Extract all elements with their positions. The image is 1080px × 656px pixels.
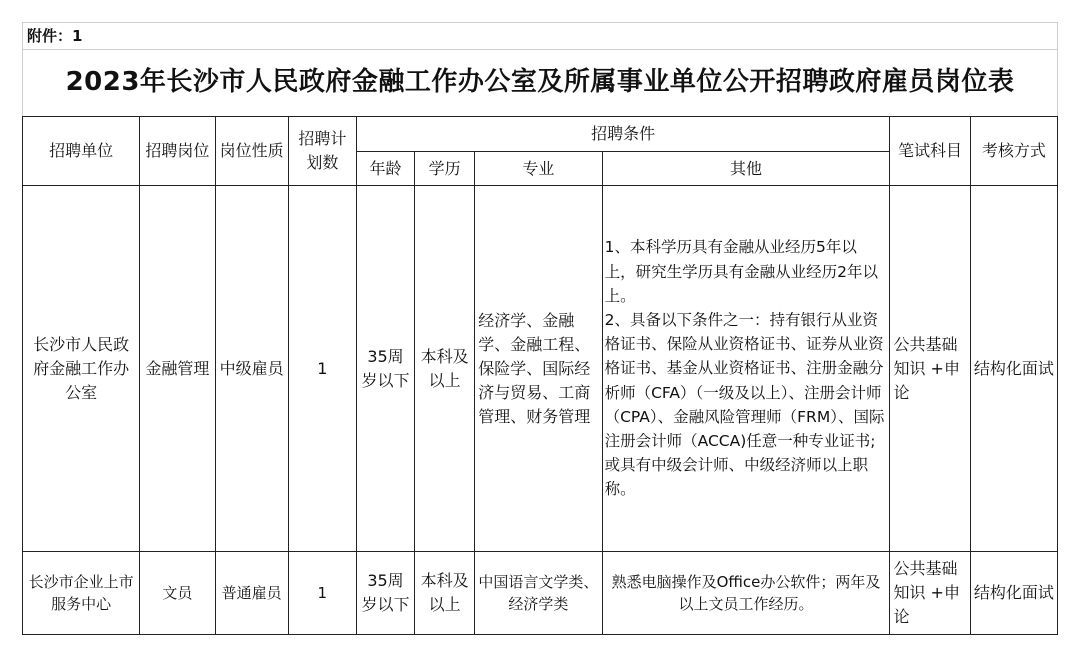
- cell-unit: 长沙市人民政府金融工作办公室: [23, 186, 140, 552]
- cell-education: 本科及以上: [415, 552, 475, 635]
- cell-age: 35周岁以下: [356, 552, 414, 635]
- header-age: 年龄: [356, 152, 414, 186]
- document-sheet: [22, 22, 1058, 635]
- attachment-label: 附件：1: [22, 22, 1058, 49]
- cell-assessment: 结构化面试: [970, 186, 1057, 552]
- cell-major: 中国语言文学类、经济学类: [475, 552, 602, 635]
- header-assessment: 考核方式: [970, 117, 1057, 186]
- table-row: [23, 186, 1058, 552]
- cell-assessment: 结构化面试: [970, 552, 1057, 635]
- header-education: 学历: [415, 152, 475, 186]
- header-post: 招聘岗位: [140, 117, 215, 186]
- cell-major: 经济学、金融学、金融工程、保险学、国际经济与贸易、工商管理、财务管理: [475, 186, 602, 552]
- cell-age: 35周岁以下: [356, 186, 414, 552]
- cell-other: 1、本科学历具有金融从业经历5年以上，研究生学历具有金融从业经历2年以上。 2、具备以下条件之一：持有银行从业资格证书、保险从业资格证书、证券从业资格证书、基金从业资格证书、注册金融分析师（CFA）（一级及以上）、注册会计师（CPA）、金融风险管理师（FRM）、国际注册会计师（ACCA)任意一种专业证书;或具有中级会计师、中级经济师以上职称。: [602, 186, 890, 552]
- header-plan: 招聘计划数: [288, 117, 356, 186]
- cell-exam: 公共基础知识 +申论: [890, 552, 970, 635]
- recruitment-table: [22, 116, 1058, 635]
- cell-nature: 中级雇员: [215, 186, 288, 552]
- table-row: [23, 552, 1058, 635]
- cell-education: 本科及以上: [415, 186, 475, 552]
- header-conditions: 招聘条件: [356, 117, 890, 152]
- header-major: 专业: [475, 152, 602, 186]
- cell-post: 文员: [140, 552, 215, 635]
- cell-unit: 长沙市企业上市服务中心: [23, 552, 140, 635]
- cell-exam: 公共基础知识 +申论: [890, 186, 970, 552]
- cell-nature: 普通雇员: [215, 552, 288, 635]
- header-other: 其他: [602, 152, 890, 186]
- page-title: 2023年长沙市人民政府金融工作办公室及所属事业单位公开招聘政府雇员岗位表: [22, 49, 1058, 116]
- header-nature: 岗位性质: [215, 117, 288, 186]
- header-exam: 笔试科目: [890, 117, 970, 186]
- header-unit: 招聘单位: [23, 117, 140, 186]
- cell-plan: 1: [288, 552, 356, 635]
- cell-other: 熟悉电脑操作及Office办公软件；两年及以上文员工作经历。: [602, 552, 890, 635]
- cell-post: 金融管理: [140, 186, 215, 552]
- cell-plan: 1: [288, 186, 356, 552]
